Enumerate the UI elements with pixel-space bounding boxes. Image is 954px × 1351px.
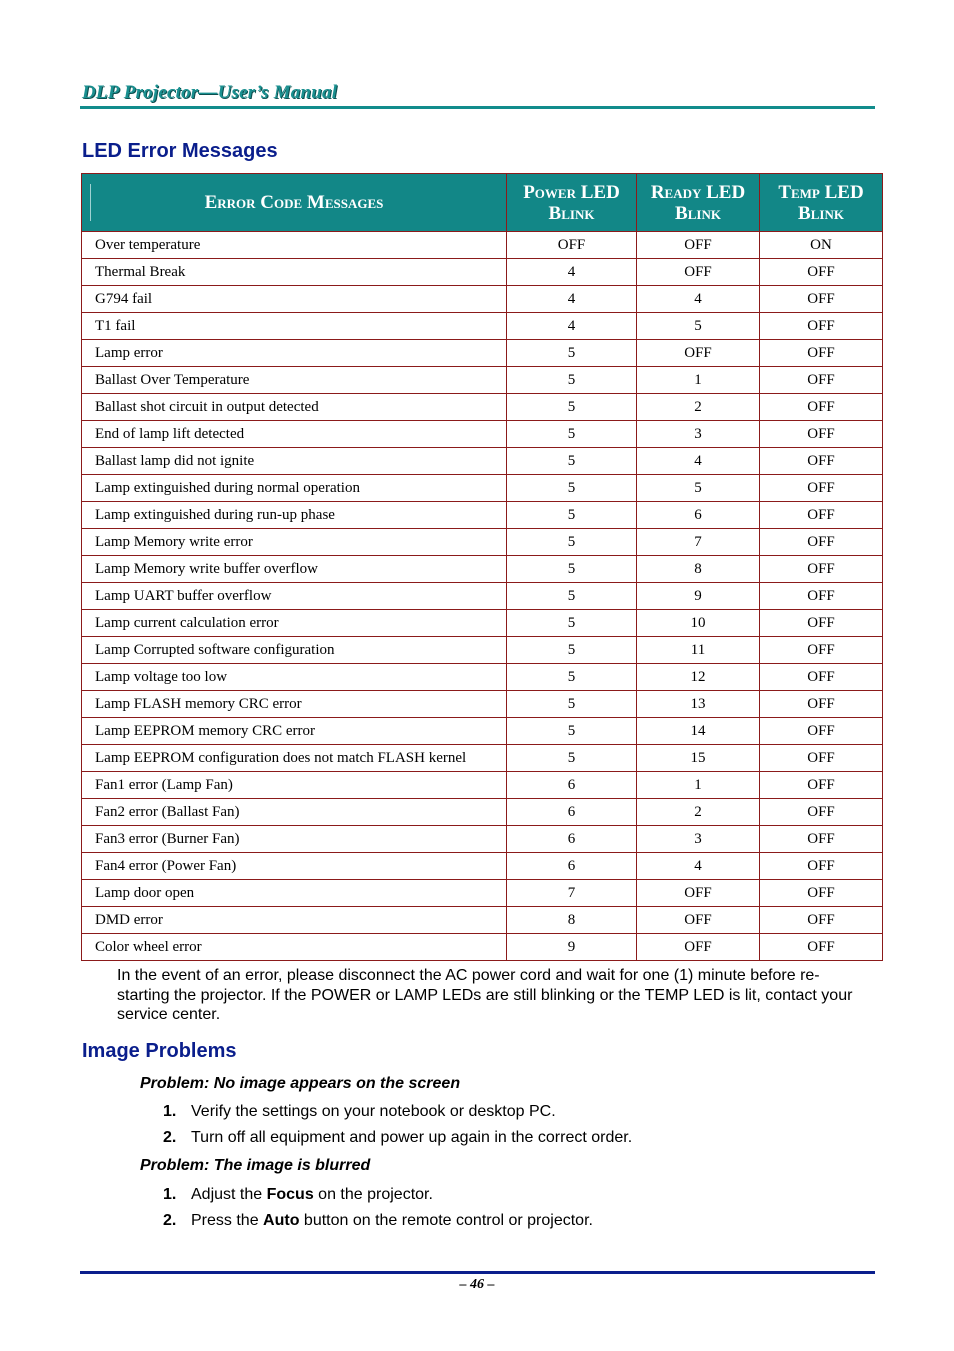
temp-led-cell: OFF [760, 772, 883, 799]
step-keyword: Auto [263, 1212, 300, 1229]
temp-led-cell: OFF [760, 259, 883, 286]
table-row [82, 556, 883, 583]
temp-led-cell: OFF [760, 853, 883, 880]
column-header-label: Ready LED Blink [650, 181, 746, 224]
error-message-cell: Lamp EEPROM memory CRC error [82, 718, 507, 745]
table-row [82, 394, 883, 421]
table-row [82, 475, 883, 502]
power-led-cell: 5 [507, 691, 637, 718]
temp-led-cell: OFF [760, 745, 883, 772]
power-led-cell: 5 [507, 610, 637, 637]
power-led-cell: 5 [507, 745, 637, 772]
step-text: Press the [191, 1212, 264, 1229]
table-row [82, 232, 883, 259]
column-header-label: Temp LED Blink [778, 181, 864, 224]
list-item [163, 1186, 433, 1204]
table-row [82, 826, 883, 853]
step-text: button on the remote control or projector. [299, 1212, 593, 1229]
error-message-cell: Lamp Corrupted software configuration [82, 637, 507, 664]
column-header-label: Error Code Messages [204, 192, 384, 213]
section-title-image-problems: Image Problems [82, 1040, 237, 1062]
column-header-ready-led [637, 174, 760, 232]
error-message-cell: Thermal Break [82, 259, 507, 286]
table-row [82, 529, 883, 556]
power-led-cell: 5 [507, 718, 637, 745]
ready-led-cell: 6 [637, 502, 760, 529]
power-led-cell: 6 [507, 799, 637, 826]
table-row [82, 853, 883, 880]
power-led-cell: 5 [507, 664, 637, 691]
error-message-cell: Fan4 error (Power Fan) [82, 853, 507, 880]
ready-led-cell: OFF [637, 934, 760, 961]
error-message-cell: Ballast Over Temperature [82, 367, 507, 394]
step-number: 1. [163, 1103, 177, 1120]
ready-led-cell: 1 [637, 367, 760, 394]
led-error-table [81, 173, 883, 961]
ready-led-cell: OFF [637, 880, 760, 907]
table-row [82, 745, 883, 772]
ready-led-cell: 2 [637, 799, 760, 826]
power-led-cell: 5 [507, 502, 637, 529]
table-row [82, 421, 883, 448]
temp-led-cell: OFF [760, 556, 883, 583]
error-message-cell: DMD error [82, 907, 507, 934]
ready-led-cell: 4 [637, 448, 760, 475]
error-message-cell: Ballast lamp did not ignite [82, 448, 507, 475]
temp-led-cell: OFF [760, 934, 883, 961]
power-led-cell: 5 [507, 394, 637, 421]
table-row [82, 259, 883, 286]
table-row [82, 286, 883, 313]
error-message-cell: Lamp voltage too low [82, 664, 507, 691]
ready-led-cell: 2 [637, 394, 760, 421]
error-note: In the event of an error, please disconnect the AC power cord and wait for one (1) minute before re-starting the projector. If the POWER or LAMP LEDs are still blinking or the TEMP LED is lit, contact your service center. [117, 967, 853, 1023]
step-text: Turn off all equipment and power up again in the correct order. [191, 1129, 633, 1146]
ready-led-cell: 5 [637, 475, 760, 502]
error-message-cell: Ballast shot circuit in output detected [82, 394, 507, 421]
ready-led-cell: OFF [637, 259, 760, 286]
table-row [82, 907, 883, 934]
temp-led-cell: OFF [760, 610, 883, 637]
error-message-cell: Fan3 error (Burner Fan) [82, 826, 507, 853]
error-message-cell: Lamp extinguished during run-up phase [82, 502, 507, 529]
temp-led-cell: ON [760, 232, 883, 259]
temp-led-cell: OFF [760, 637, 883, 664]
temp-led-cell: OFF [760, 502, 883, 529]
temp-led-cell: OFF [760, 529, 883, 556]
power-led-cell: 5 [507, 556, 637, 583]
error-message-cell: Lamp error [82, 340, 507, 367]
power-led-cell: 7 [507, 880, 637, 907]
column-header-label: Power LED Blink [523, 181, 620, 224]
step-number: 2. [163, 1212, 177, 1229]
column-header-power-led [507, 174, 637, 232]
ready-led-cell: 15 [637, 745, 760, 772]
ready-led-cell: 1 [637, 772, 760, 799]
power-led-cell: 5 [507, 340, 637, 367]
ready-led-cell: 3 [637, 826, 760, 853]
ready-led-cell: 13 [637, 691, 760, 718]
table-row [82, 367, 883, 394]
ready-led-cell: 14 [637, 718, 760, 745]
ready-led-cell: 4 [637, 286, 760, 313]
table-row [82, 313, 883, 340]
list-item [163, 1212, 593, 1230]
temp-led-cell: OFF [760, 421, 883, 448]
section-title-led-errors: LED Error Messages [82, 140, 278, 162]
temp-led-cell: OFF [760, 475, 883, 502]
table-body [82, 232, 883, 961]
temp-led-cell: OFF [760, 880, 883, 907]
power-led-cell: 5 [507, 367, 637, 394]
error-message-cell: Over temperature [82, 232, 507, 259]
table-header-row [82, 174, 883, 232]
manual-title: DLP Projector—User’s Manual [82, 82, 338, 103]
temp-led-cell: OFF [760, 718, 883, 745]
error-message-cell: Lamp Memory write buffer overflow [82, 556, 507, 583]
step-keyword: Focus [266, 1186, 314, 1203]
step-text: Verify the settings on your notebook or desktop PC. [191, 1103, 556, 1120]
table-row [82, 880, 883, 907]
table-row [82, 637, 883, 664]
table-row [82, 583, 883, 610]
ready-led-cell: 8 [637, 556, 760, 583]
error-message-cell: Lamp UART buffer overflow [82, 583, 507, 610]
error-message-cell: Lamp Memory write error [82, 529, 507, 556]
column-header-error-code [82, 174, 507, 232]
step-text: Adjust the [191, 1186, 267, 1203]
power-led-cell: 4 [507, 259, 637, 286]
temp-led-cell: OFF [760, 691, 883, 718]
temp-led-cell: OFF [760, 394, 883, 421]
footer-divider [80, 1271, 875, 1274]
ready-led-cell: 3 [637, 421, 760, 448]
ready-led-cell: 5 [637, 313, 760, 340]
power-led-cell: 6 [507, 826, 637, 853]
power-led-cell: 6 [507, 772, 637, 799]
table-row [82, 934, 883, 961]
error-message-cell: T1 fail [82, 313, 507, 340]
error-message-cell: Color wheel error [82, 934, 507, 961]
power-led-cell: 4 [507, 286, 637, 313]
temp-led-cell: OFF [760, 286, 883, 313]
ready-led-cell: 12 [637, 664, 760, 691]
list-item [163, 1129, 632, 1147]
error-message-cell: Fan1 error (Lamp Fan) [82, 772, 507, 799]
temp-led-cell: OFF [760, 313, 883, 340]
ready-led-cell: 4 [637, 853, 760, 880]
power-led-cell: 4 [507, 313, 637, 340]
step-number: 2. [163, 1129, 177, 1146]
header-accent-bar [90, 184, 91, 221]
error-message-cell: Fan2 error (Ballast Fan) [82, 799, 507, 826]
table-row [82, 799, 883, 826]
ready-led-cell: 11 [637, 637, 760, 664]
ready-led-cell: OFF [637, 232, 760, 259]
problem-title-no-image: Problem: No image appears on the screen [140, 1075, 461, 1092]
error-message-cell: End of lamp lift detected [82, 421, 507, 448]
power-led-cell: 5 [507, 529, 637, 556]
power-led-cell: 5 [507, 475, 637, 502]
temp-led-cell: OFF [760, 907, 883, 934]
problem-title-blurred: Problem: The image is blurred [140, 1157, 371, 1174]
power-led-cell: 9 [507, 934, 637, 961]
table-row [82, 610, 883, 637]
power-led-cell: 5 [507, 421, 637, 448]
ready-led-cell: 7 [637, 529, 760, 556]
temp-led-cell: OFF [760, 448, 883, 475]
ready-led-cell: OFF [637, 907, 760, 934]
power-led-cell: 5 [507, 637, 637, 664]
table-row [82, 718, 883, 745]
error-message-cell: Lamp FLASH memory CRC error [82, 691, 507, 718]
temp-led-cell: OFF [760, 799, 883, 826]
column-header-temp-led [760, 174, 883, 232]
ready-led-cell: 10 [637, 610, 760, 637]
power-led-cell: OFF [507, 232, 637, 259]
table-row [82, 691, 883, 718]
error-message-cell: Lamp current calculation error [82, 610, 507, 637]
table-row [82, 664, 883, 691]
error-message-cell: Lamp door open [82, 880, 507, 907]
table-row [82, 340, 883, 367]
temp-led-cell: OFF [760, 367, 883, 394]
page-number: – 46 – [459, 1277, 495, 1292]
table-row [82, 772, 883, 799]
ready-led-cell: OFF [637, 340, 760, 367]
power-led-cell: 5 [507, 448, 637, 475]
temp-led-cell: OFF [760, 664, 883, 691]
table-row [82, 502, 883, 529]
temp-led-cell: OFF [760, 583, 883, 610]
error-message-cell: Lamp EEPROM configuration does not match FLASH kernel [82, 745, 507, 772]
header-divider [80, 106, 875, 109]
step-number: 1. [163, 1186, 177, 1203]
power-led-cell: 5 [507, 583, 637, 610]
power-led-cell: 6 [507, 853, 637, 880]
table-row [82, 448, 883, 475]
ready-led-cell: 9 [637, 583, 760, 610]
temp-led-cell: OFF [760, 826, 883, 853]
power-led-cell: 8 [507, 907, 637, 934]
temp-led-cell: OFF [760, 340, 883, 367]
list-item [163, 1103, 556, 1121]
error-message-cell: Lamp extinguished during normal operation [82, 475, 507, 502]
step-text: on the projector. [313, 1186, 433, 1203]
error-message-cell: G794 fail [82, 286, 507, 313]
